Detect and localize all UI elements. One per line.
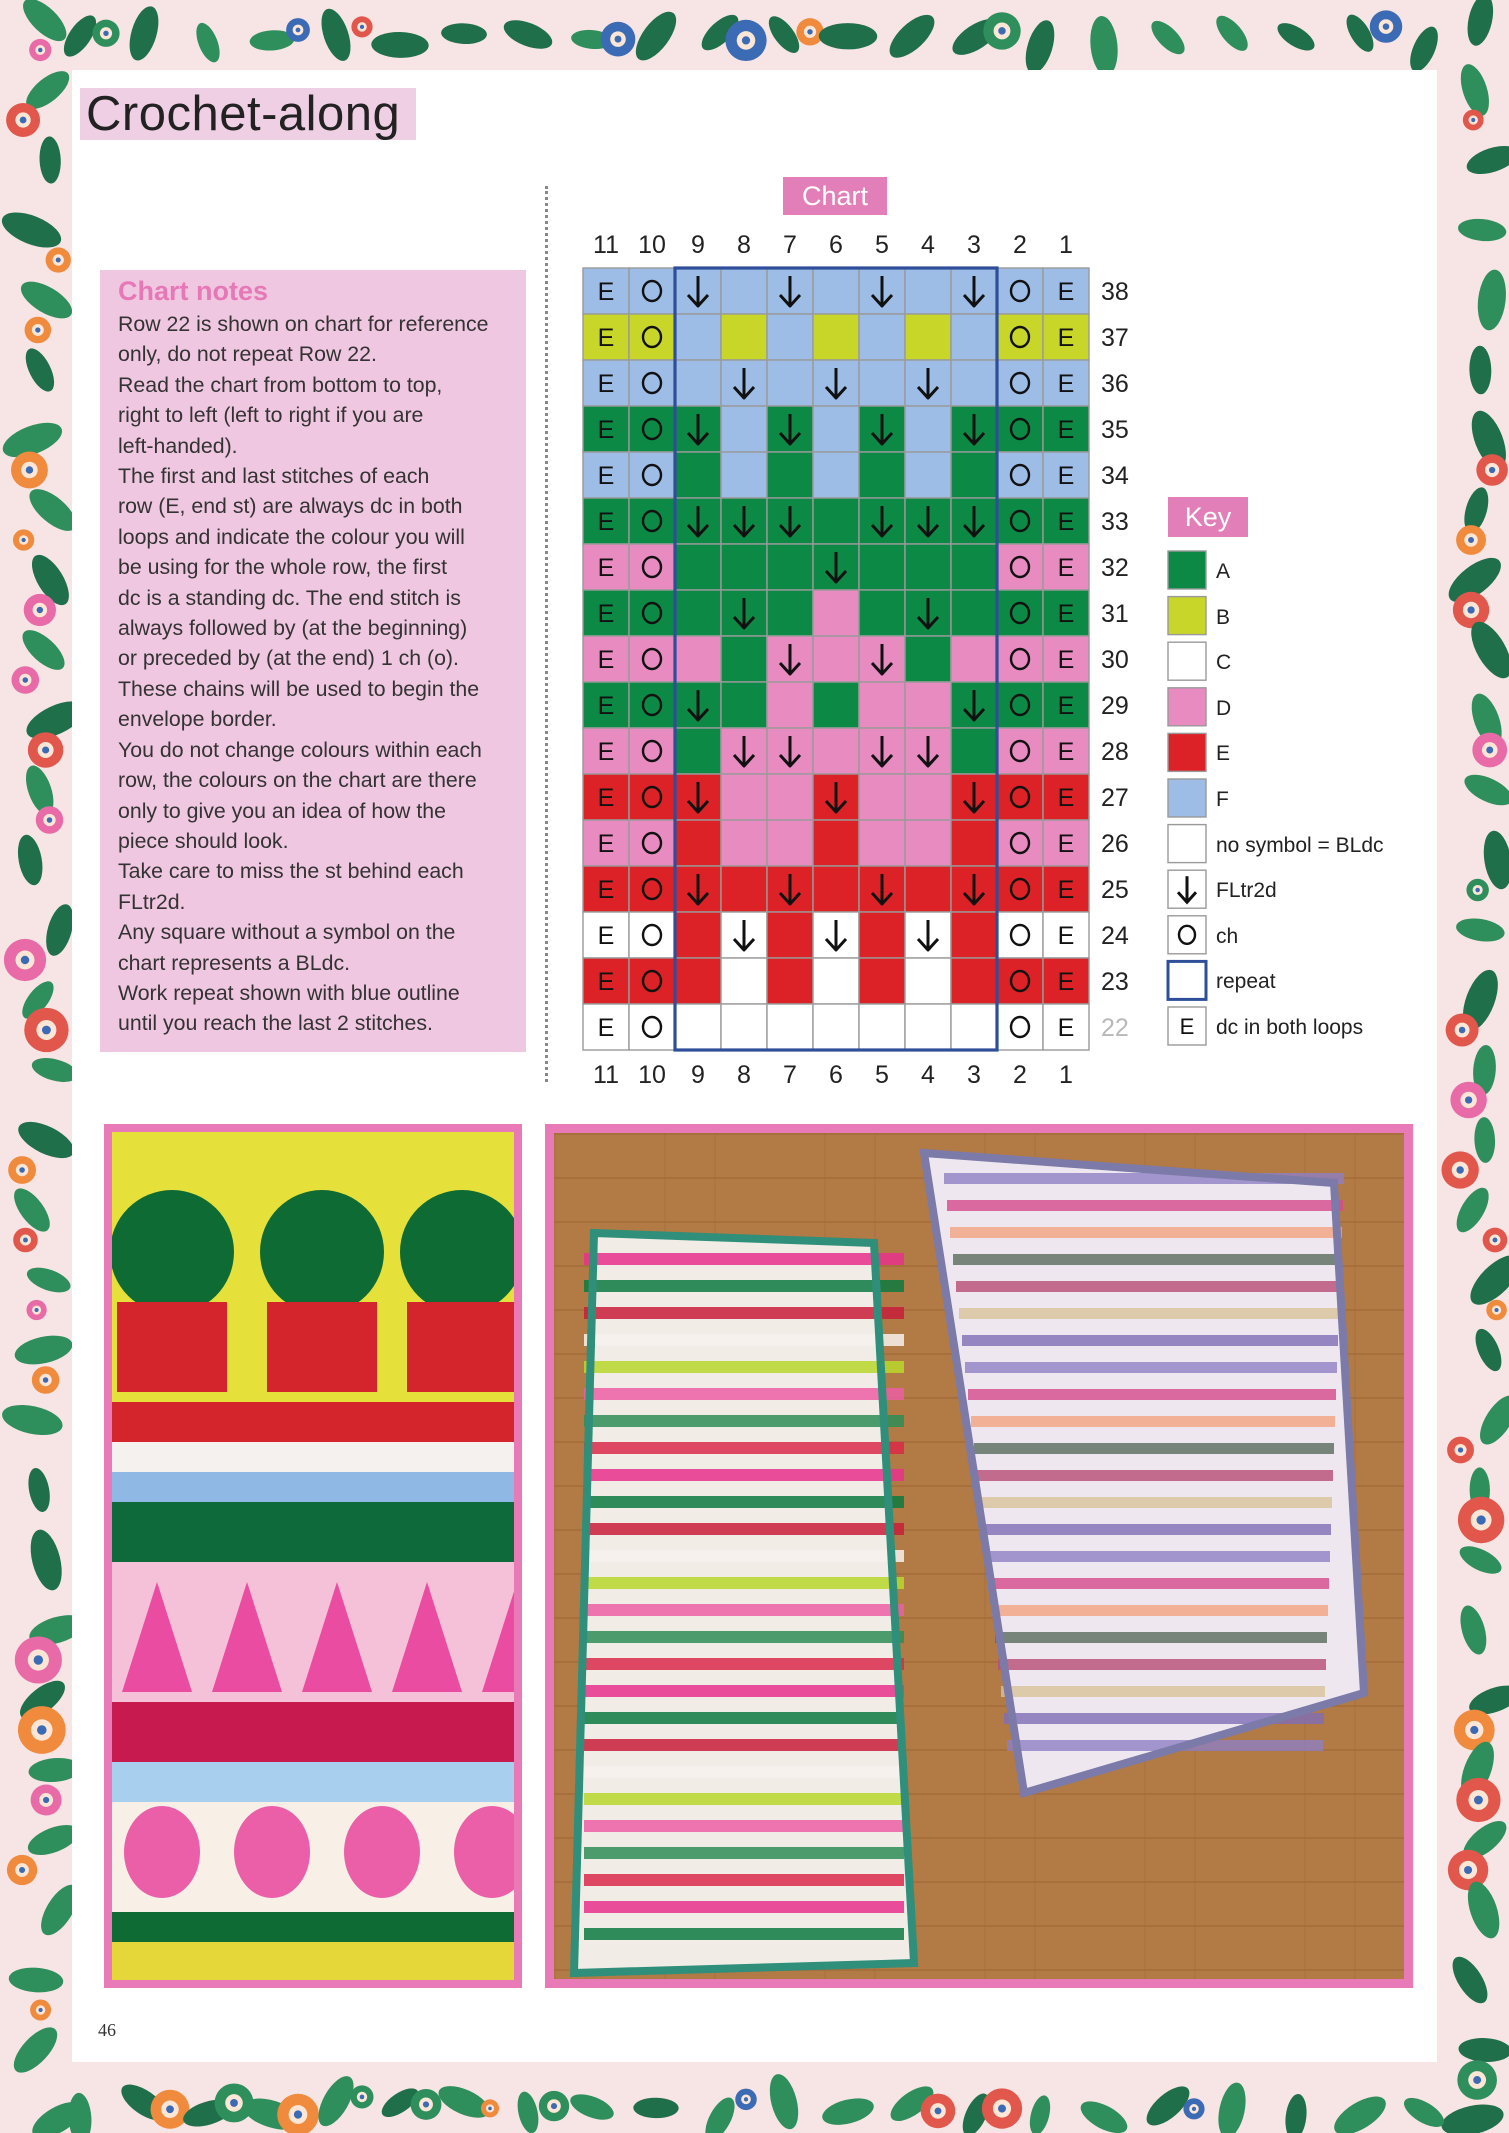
chart-note-line: These chains will be used to begin the [118,676,480,701]
chart-cell [859,682,905,728]
chart-cell [951,360,997,406]
end-stitch-symbol: E [597,784,615,812]
chart-note-line: Row 22 is shown on chart for reference [118,312,489,336]
chart-cell [767,820,813,866]
key-swatch [1168,961,1206,999]
chart-cell [629,958,675,1004]
chart-cell [905,452,951,498]
column-label: 2 [1013,1061,1027,1089]
chart-cell [629,314,675,360]
end-stitch-symbol: E [1057,324,1075,352]
chart-cell [997,774,1043,820]
chart-cell [813,590,859,636]
chart-cell [813,728,859,774]
column-label: 11 [593,1061,619,1089]
key-swatch [1168,825,1206,863]
chart-cell [813,498,859,544]
chart-cell [905,636,951,682]
end-stitch-symbol: E [1057,1014,1075,1042]
chart-cell [629,728,675,774]
chart-note-line: right to left (left to right if you are [118,403,424,428]
chart-cell [905,1004,951,1050]
column-label: 2 [1013,231,1027,259]
chart-cell [997,958,1043,1004]
chart-cell [905,314,951,360]
chart-note-line: be using for the whole row, the first [118,555,448,580]
chart-cell [813,452,859,498]
chart-cell [997,406,1043,452]
chart-note-line: You do not change colours within each [118,737,482,762]
chart-note-line: Any square without a symbol on the [118,920,456,945]
column-label: 9 [691,231,705,259]
column-label: 8 [737,1061,751,1089]
end-stitch-symbol: E [1057,278,1075,306]
chart-cell [997,728,1043,774]
chart-cell [997,452,1043,498]
chart-cell [767,912,813,958]
chart-cell [629,406,675,452]
chart-cell [675,314,721,360]
chart-cell [721,682,767,728]
key-label: D [1216,696,1232,720]
chart-cell [629,268,675,314]
chart-cell [675,728,721,774]
chart-cell [997,314,1043,360]
chart-cell [629,544,675,590]
chart-cell [675,636,721,682]
column-label: 7 [783,231,797,259]
chart-cell [767,774,813,820]
chart-cell [905,682,951,728]
column-label: 1 [1059,1061,1073,1089]
end-stitch-symbol: E [597,324,615,352]
key-swatch [1168,642,1206,680]
chart-note-line: FLtr2d. [118,889,186,914]
end-stitch-symbol: E [1057,508,1075,536]
key-label: A [1216,560,1231,583]
key-swatch [1168,688,1206,726]
chart-cell [859,360,905,406]
chart-cell [767,590,813,636]
chart-cell [629,774,675,820]
chart-cell [997,498,1043,544]
chart-cell [905,958,951,1004]
chart-note-line: envelope border. [118,707,277,732]
chart-cell [813,1004,859,1050]
chart-badge-label: Chart [801,181,869,211]
chart-cell [951,912,997,958]
chart-cell [951,1004,997,1050]
chart-cell [629,590,675,636]
chart-cell [675,544,721,590]
key-e-icon: E [1179,1014,1195,1039]
chart-cell [675,958,721,1004]
end-stitch-symbol: E [597,968,615,996]
chart-cell [675,820,721,866]
row-label: 23 [1101,968,1129,996]
end-stitch-symbol: E [1057,692,1075,720]
blankets-photo-frame [545,1124,1413,1988]
end-stitch-symbol: E [597,876,615,904]
chart-cell [767,1004,813,1050]
row-label: 25 [1101,876,1129,904]
end-stitch-symbol: E [597,462,615,490]
column-label: 5 [875,231,889,259]
chart-note-line: The first and last stitches of each [118,464,430,489]
chart-cell [997,1004,1043,1050]
chart-note-line: row, the colours on the chart are there [118,768,477,793]
end-stitch-symbol: E [597,554,615,582]
row-label: 36 [1101,370,1129,398]
end-stitch-symbol: E [597,738,615,766]
end-stitch-symbol: E [597,1014,615,1042]
row-label: 38 [1101,278,1129,306]
chart-cell [997,544,1043,590]
chart-cell [629,1004,675,1050]
end-stitch-symbol: E [597,830,615,858]
end-stitch-symbol: E [1057,646,1075,674]
chart-cell [859,452,905,498]
chart-cell [905,820,951,866]
chart-note-line: dc is a standing dc. The end stitch is [118,585,461,610]
chart-cell [721,774,767,820]
chart-cell [951,636,997,682]
chart-note-line: always followed by (at the beginning) [118,616,468,641]
chart-cell [997,912,1043,958]
chart-cell [629,820,675,866]
chart-cell [951,314,997,360]
key-label: repeat [1216,970,1276,994]
key-swatch [1168,551,1206,589]
chart-cell [721,1004,767,1050]
chart-cell [629,360,675,406]
chart-cell [721,958,767,1004]
chart-note-line: Work repeat shown with blue outline [118,980,460,1005]
row-label: 31 [1101,600,1129,628]
chart-cell [721,314,767,360]
chart-cell [629,452,675,498]
end-stitch-symbol: E [1057,462,1075,490]
key-label: B [1216,605,1231,629]
key-swatch [1168,733,1206,771]
column-label: 5 [875,1061,889,1089]
chart-cell [997,636,1043,682]
end-stitch-symbol: E [1057,554,1075,582]
key-label: E [1216,742,1231,766]
chart-cell [813,406,859,452]
end-stitch-symbol: E [597,278,615,306]
key-badge-label: Key [1184,502,1232,532]
key-label: FLtr2d [1216,879,1277,903]
chart-cell [859,774,905,820]
row-label: 30 [1101,646,1129,674]
row-label: 27 [1101,784,1129,812]
chart-cell [859,544,905,590]
key-label: ch [1216,924,1239,948]
page-number: 46 [98,2020,116,2040]
chart-cell [721,452,767,498]
key-label: dc in both loops [1216,1016,1364,1039]
chart-cell [813,958,859,1004]
chart-cell [951,590,997,636]
end-stitch-symbol: E [597,922,615,950]
column-label: 3 [967,231,981,259]
chart-cell [675,912,721,958]
key-label: C [1216,651,1232,675]
chart-cell [905,406,951,452]
end-stitch-symbol: E [597,646,615,674]
section-title: Crochet-along [86,87,401,141]
chart-cell [675,360,721,406]
chart-cell [859,1004,905,1050]
chart-cell [675,452,721,498]
blankets-photo [554,1133,1404,1979]
column-label: 10 [638,231,666,259]
chart-cell [767,958,813,1004]
chart-cell [721,544,767,590]
end-stitch-symbol: E [597,508,615,536]
key-swatch [1168,779,1206,817]
end-stitch-symbol: E [597,416,615,444]
chart-cell [767,452,813,498]
column-label: 9 [691,1061,705,1089]
chart-cell [629,498,675,544]
chart-cell [905,544,951,590]
chart-cell [767,682,813,728]
row-label: 34 [1101,462,1129,490]
row-label: 32 [1101,554,1129,582]
chart-cell [813,866,859,912]
chart-note-line: row (E, end st) are always dc in both [118,494,463,519]
chart-note-line: Take care to miss the st behind each [118,859,464,884]
chart-cell [859,590,905,636]
key-label: F [1216,788,1229,811]
column-label: 10 [638,1061,666,1089]
chart-cell [997,682,1043,728]
detail-photo-frame [104,1124,522,1988]
chart-cell [813,268,859,314]
column-label: 1 [1059,231,1073,259]
chart-cell [997,590,1043,636]
chart-note-line: only, do not repeat Row 22. [118,342,377,367]
chart-cell [629,636,675,682]
chart-cell [905,866,951,912]
key-label: no symbol = BLdc [1216,833,1384,857]
chart-cell [905,774,951,820]
end-stitch-symbol: E [1057,876,1075,904]
chart-cell [997,866,1043,912]
chart-cell [721,636,767,682]
chart-cell [675,1004,721,1050]
column-label: 8 [737,231,751,259]
column-label: 6 [829,231,843,259]
chart-cell [767,360,813,406]
chart-cell [859,958,905,1004]
chart-cell [675,590,721,636]
end-stitch-symbol: E [597,692,615,720]
chart-note-line: until you reach the last 2 stitches. [118,1011,433,1036]
column-label: 3 [967,1061,981,1089]
chart-cell [721,820,767,866]
chart-cell [997,268,1043,314]
chart-note-line: only to give you an idea of how the [118,798,446,823]
chart-note-line: loops and indicate the colour you will [118,524,465,549]
chart-cell [813,636,859,682]
row-label: 37 [1101,324,1129,352]
key-swatch [1168,916,1206,954]
chart-note-line: piece should look. [118,828,289,853]
key-swatch [1168,597,1206,635]
chart-notes-heading: Chart notes [118,276,269,306]
row-label: 33 [1101,508,1129,536]
chart-note-line: Read the chart from bottom to top, [118,372,443,397]
chart-cell [813,820,859,866]
column-label: 11 [593,231,619,259]
end-stitch-symbol: E [1057,968,1075,996]
end-stitch-symbol: E [1057,370,1075,398]
end-stitch-symbol: E [1057,738,1075,766]
chart-cell [951,820,997,866]
chart-cell [859,912,905,958]
chart-cell [721,866,767,912]
end-stitch-symbol: E [1057,416,1075,444]
chart-cell [859,314,905,360]
chart-cell [767,314,813,360]
row-label: 35 [1101,416,1129,444]
chart-note-line: chart represents a BLdc. [118,950,351,975]
chart-note-line: left-handed). [118,433,238,458]
end-stitch-symbol: E [1057,784,1075,812]
row-label: 26 [1101,830,1129,858]
chart-note-line: or preceded by (at the end) 1 ch (o). [118,646,459,671]
chart-cell [813,314,859,360]
row-label: 29 [1101,692,1129,720]
chart-cell [859,820,905,866]
chart-cell [997,360,1043,406]
chart-cell [813,682,859,728]
chart-cell [629,682,675,728]
chart-cell [951,452,997,498]
chart-cell [721,268,767,314]
column-label: 7 [783,1061,797,1089]
row-label: 28 [1101,738,1129,766]
end-stitch-symbol: E [1057,600,1075,628]
column-label: 6 [829,1061,843,1089]
chart-cell [951,728,997,774]
end-stitch-symbol: E [597,600,615,628]
chart-cell [721,406,767,452]
chart-cell [951,544,997,590]
end-stitch-symbol: E [1057,922,1075,950]
row-label: 22 [1101,1014,1129,1042]
chart-cell [629,912,675,958]
chart-cell [767,544,813,590]
end-stitch-symbol: E [1057,830,1075,858]
chart-cell [905,268,951,314]
chart-cell [951,958,997,1004]
column-label: 4 [921,1061,935,1089]
chart-cell [629,866,675,912]
end-stitch-symbol: E [597,370,615,398]
chart-cell [997,820,1043,866]
row-label: 24 [1101,922,1129,950]
column-label: 4 [921,231,935,259]
detail-photo [112,1132,514,1980]
